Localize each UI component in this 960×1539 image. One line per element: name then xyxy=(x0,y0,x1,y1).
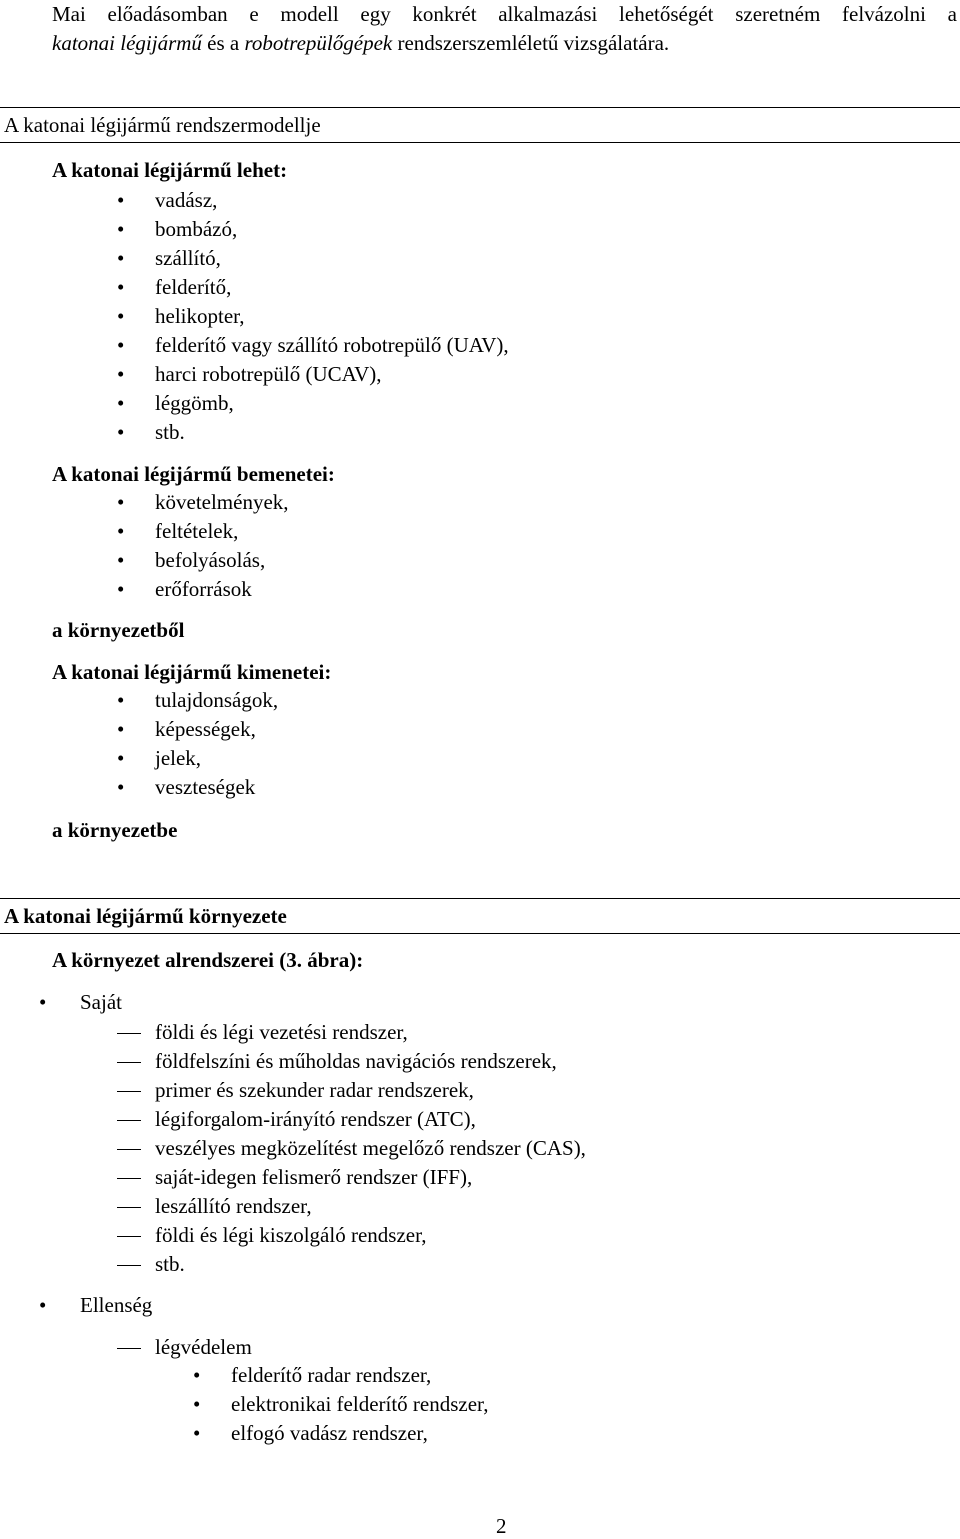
intro-italic-1: katonai légijármű xyxy=(52,31,202,55)
list-item: saját-idegen felismerő rendszer (IFF), xyxy=(155,1165,473,1189)
page-number: 2 xyxy=(496,1514,507,1538)
inputs-title: A katonai légijármű bemenetei: xyxy=(52,462,335,486)
outputs-footer: a környezetbe xyxy=(52,818,178,842)
subsystems-title: A környezet alrendszerei (3. ábra): xyxy=(52,948,364,972)
list-item: • felderítő vagy szállító robotrepülő (UAV), xyxy=(155,333,509,358)
list-item: földfelszíni és műholdas navigációs rendszerek, xyxy=(155,1049,557,1073)
list-item: földi és légi kiszolgáló rendszer, xyxy=(155,1223,427,1247)
outputs-title: A katonai légijármű kimenetei: xyxy=(52,660,332,684)
list-item: stb. xyxy=(155,1252,185,1276)
list-item: • jelek, xyxy=(155,746,201,771)
list-item: • feltételek, xyxy=(155,519,238,544)
list-item: • elfogó vadász rendszer, xyxy=(231,1421,428,1446)
list-item: • elektronikai felderítő rendszer, xyxy=(231,1392,488,1417)
list-item: • szállító, xyxy=(155,246,221,271)
intro-paragraph xyxy=(52,0,957,58)
enemy-label: • Ellenség xyxy=(80,1293,152,1318)
intro-line-1: Mai előadásomban e modell egy konkrét alkalmazási lehetőségét szeretném felvázolni a xyxy=(52,2,957,26)
list-item: • erőforrások xyxy=(155,577,252,602)
section2-rule-top xyxy=(0,898,960,899)
list-item: veszélyes megközelítést megelőző rendszer (CAS), xyxy=(155,1136,586,1160)
intro-text-mid: és a xyxy=(201,31,245,55)
enemy-sub-label: légvédelem xyxy=(155,1335,252,1359)
list-item: • stb. xyxy=(155,420,185,445)
section-heading-environment: A katonai légijármű környezete xyxy=(4,904,287,928)
list-item: • befolyásolás, xyxy=(155,548,265,573)
list-item: földi és légi vezetési rendszer, xyxy=(155,1020,408,1044)
inputs-footer: a környezetből xyxy=(52,618,185,642)
list-item: • felderítő, xyxy=(155,275,231,300)
list-item: leszállító rendszer, xyxy=(155,1194,312,1218)
list-item: légiforgalom-irányító rendszer (ATC), xyxy=(155,1107,476,1131)
types-title: A katonai légijármű lehet: xyxy=(52,158,288,182)
list-item: • vadász, xyxy=(155,188,217,213)
list-item: • harci robotrepülő (UCAV), xyxy=(155,362,381,387)
intro-text-end: rendszerszemléletű vizsgálatára. xyxy=(392,31,670,55)
list-item: • veszteségek xyxy=(155,775,255,800)
list-item: • bombázó, xyxy=(155,217,237,242)
list-item: primer és szekunder radar rendszerek, xyxy=(155,1078,474,1102)
list-item: • léggömb, xyxy=(155,391,234,416)
list-item: • követelmények, xyxy=(155,490,289,515)
list-item: • helikopter, xyxy=(155,304,245,329)
section-rule-bottom xyxy=(0,142,960,143)
section2-rule-bottom xyxy=(0,933,960,934)
intro-line-2 xyxy=(52,31,669,55)
list-item: • képességek, xyxy=(155,717,256,742)
section-rule-top xyxy=(0,107,960,108)
list-item: • felderítő radar rendszer, xyxy=(231,1363,431,1388)
list-item: • tulajdonságok, xyxy=(155,688,278,713)
section-heading-model: A katonai légijármű rendszermodellje xyxy=(4,113,321,137)
own-label: • Saját xyxy=(80,990,122,1015)
intro-italic-2: robotrepülőgépek xyxy=(244,31,393,55)
